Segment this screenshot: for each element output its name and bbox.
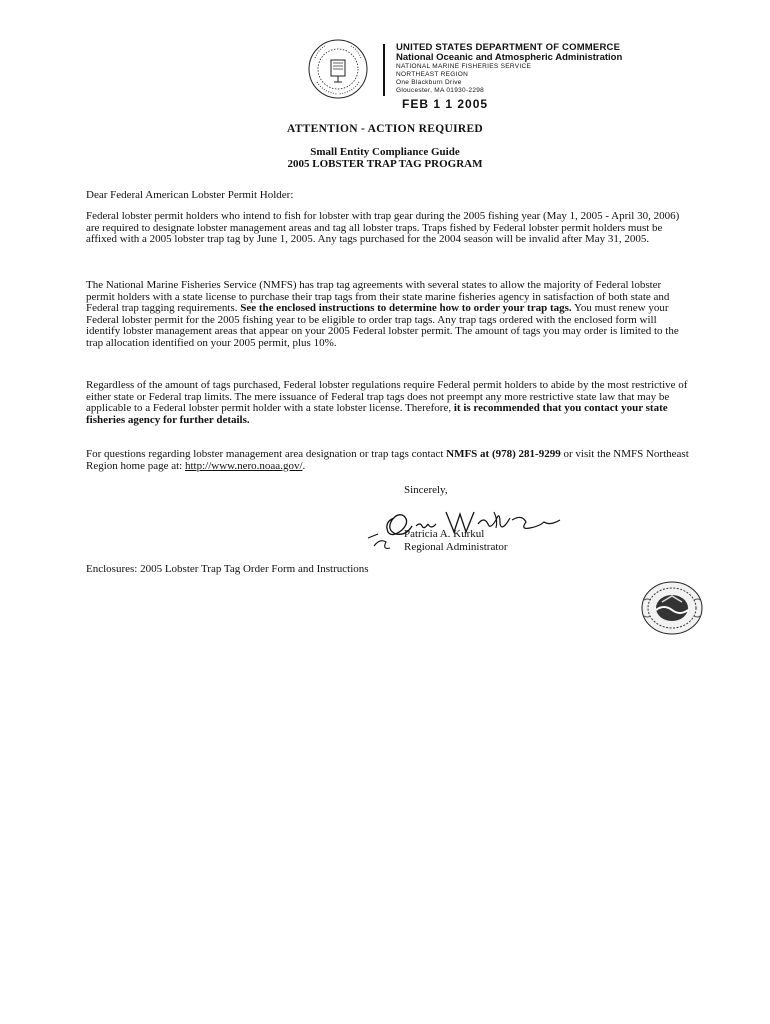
noaa-logo — [640, 580, 704, 636]
service-name: NATIONAL MARINE FISHERIES SERVICE — [396, 62, 532, 70]
street-address: One Blackburn Drive — [396, 78, 462, 86]
department-name: UNITED STATES DEPARTMENT OF COMMERCE — [396, 42, 621, 53]
paragraph-3 — [86, 380, 690, 426]
guide-heading — [0, 146, 770, 170]
enclosures: Enclosures: 2005 Lobster Trap Tag Order Form and Instructions — [86, 563, 369, 575]
city-address: Gloucester, MA 01930-2298 — [396, 86, 485, 94]
paragraph-2-text-a: The National Marine Fisheries Service (NMFS) has trap tag agreements with several states to allow the majority of Federal lobster permit holders with a state license to purchase their trap tags from their state marine fisheries agency in satisfaction of both state and Federal trap tagging requirements. — [86, 279, 670, 314]
paragraph-1 — [86, 211, 690, 246]
letterhead — [396, 43, 622, 94]
guide-title: Small Entity Compliance Guide — [310, 146, 460, 158]
closing: Sincerely, — [404, 484, 448, 496]
paragraph-2-bold: See the enclosed instructions to determine how to order your trap tags. — [240, 302, 572, 314]
signer-block — [404, 528, 508, 554]
paragraph-2-text-b: You must renew your Federal lobster permit for the 2005 fishing year to be eligible to order trap tags. Any trap tags ordered with the enclosed form will identify lobster management areas that appear on your 2005 Federal lobster permit. The amount of tags you may order is limited to the trap allocation identified on your 2005 permit, plus 10%. — [86, 302, 679, 349]
paragraph-4 — [86, 449, 690, 472]
paragraph-4-text-b: or visit the NMFS Northeast Region home page at: — [86, 448, 689, 472]
paragraph-3-bold: it is recommended that you contact your state fisheries agency for further details. — [86, 402, 668, 426]
attention-heading: ATTENTION - ACTION REQUIRED — [286, 123, 484, 135]
region-name: NORTHEAST REGION — [396, 70, 469, 78]
paragraph-4-bold: NMFS at (978) 281-9299 — [446, 448, 561, 460]
letterhead-divider — [383, 44, 385, 96]
signer-name: Patricia A. Kurkul — [404, 528, 485, 540]
administration-name: National Oceanic and Atmospheric Administration — [396, 51, 623, 63]
salutation: Dear Federal American Lobster Permit Holder: — [86, 189, 294, 201]
signer-title: Regional Administrator — [404, 541, 508, 553]
program-title: 2005 LOBSTER TRAP TAG PROGRAM — [287, 158, 483, 170]
paragraph-3-text-a: Regardless of the amount of tags purchased, Federal lobster regulations require Federal permit holders to abide by the most restrictive of either state or Federal trap limits. The mere issuance of Federal trap tags does not preempt any more restrictive state law that may be applicable to a Federal lobster permit holder with a state lobster license. Therefore, — [86, 379, 688, 414]
paragraph-4-text-c: . — [302, 459, 306, 472]
paragraph-2 — [86, 280, 690, 349]
paragraph-4-text-a: For questions regarding lobster management area designation or trap tags contact — [86, 448, 447, 460]
department-of-commerce-seal — [307, 38, 369, 100]
nero-home-link[interactable]: http://www.nero.noaa.gov/ — [184, 459, 303, 472]
paragraph-1-text: Federal lobster permit holders who intend to fish for lobster with trap gear during the 2005 fishing year (May 1, 2005 - April 30, 2006) are required to designate lobster management areas and tag all lobster traps. Traps fished by Federal lobster permit holders must be affixed with a 2005 lobster trap tag by June 1, 2005. Any tags purchased for the 2004 season will be invalid after May 31, 2005. — [86, 210, 680, 245]
date-stamp: FEB 1 1 2005 — [402, 97, 489, 111]
